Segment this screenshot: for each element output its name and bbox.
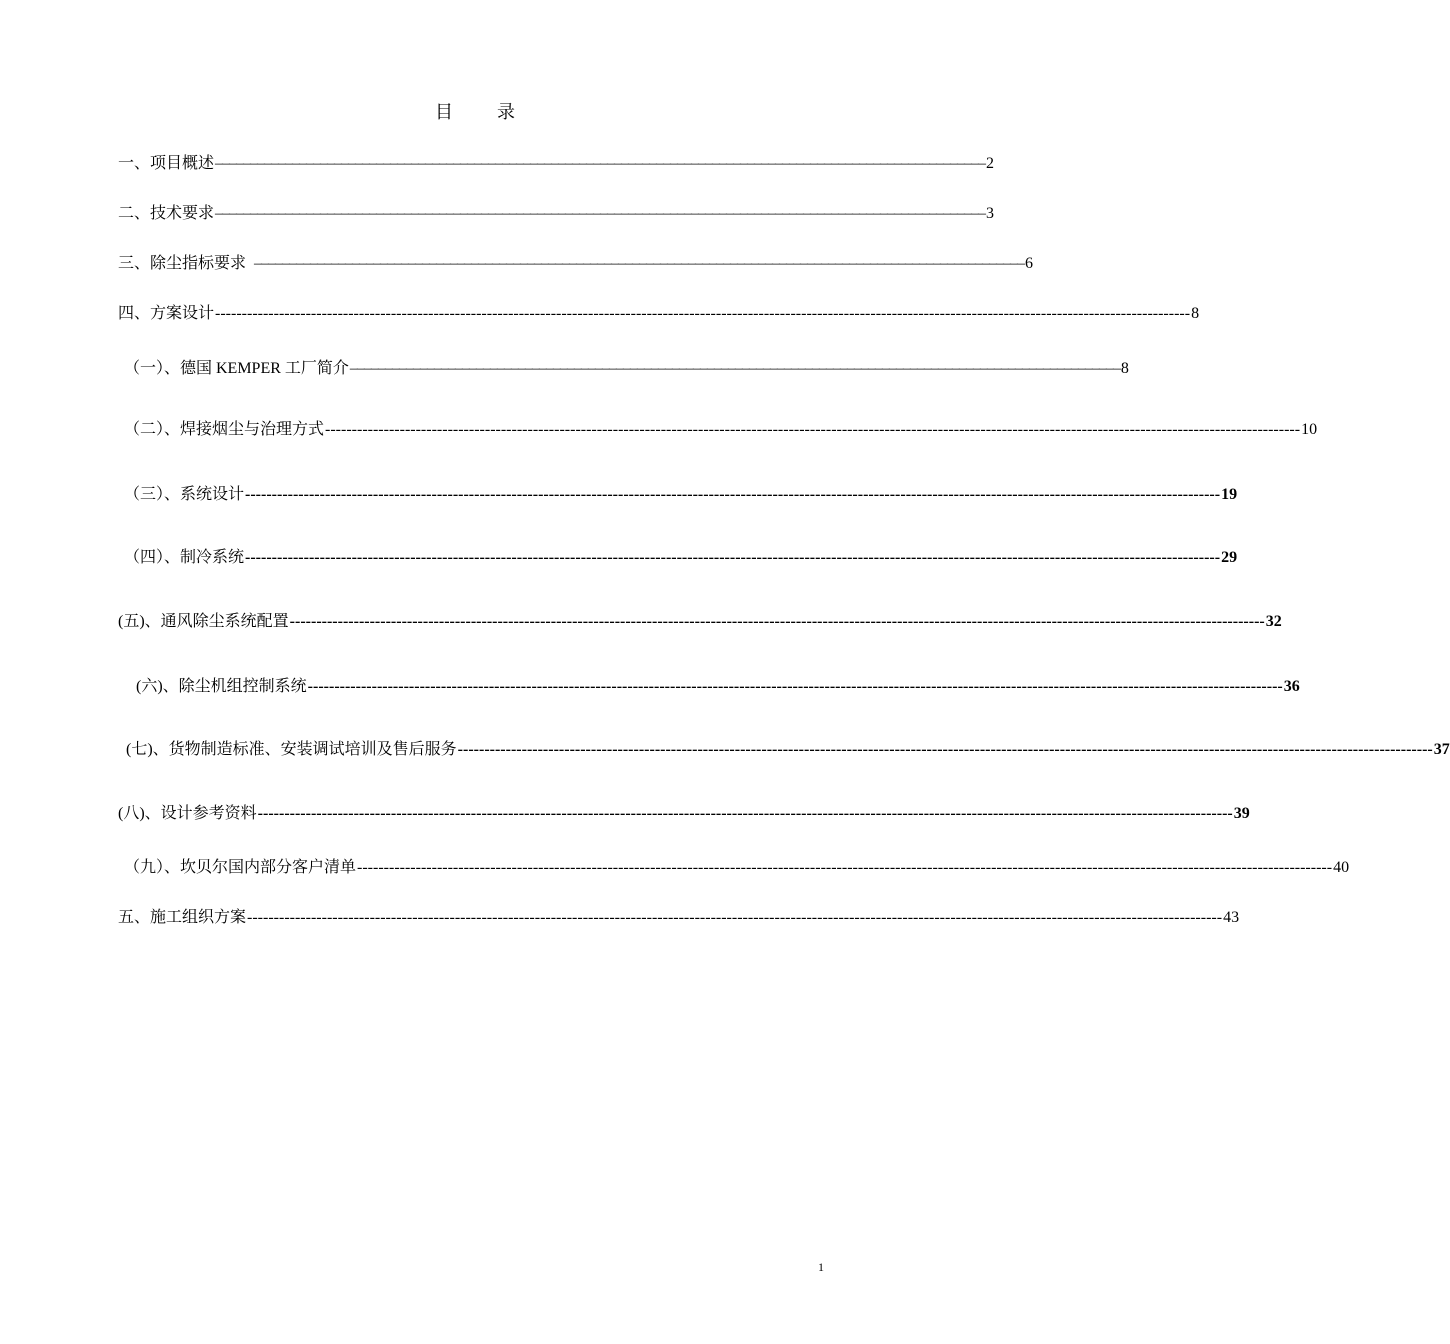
toc-page-number: 37	[1433, 741, 1450, 758]
toc-entry[interactable]	[124, 544, 1238, 566]
toc-leader: ---------------------------------------------------------------------------------------------------------------------------------------------------------------------------------------	[325, 421, 1301, 438]
toc-entry[interactable]	[118, 150, 995, 172]
toc-entry[interactable]	[126, 736, 1450, 758]
toc-page-number: 43	[1223, 909, 1240, 926]
toc-leader: ---------------------------------------------------------------------------------------------------------------------------------------------------------------------------------------	[307, 678, 1283, 695]
toc-leader: ––––––––––––––––––––––––––––––––––––––––––––––––––––––––––––––––––––––––––––––––––––––––––––––––––––––––––––––	[254, 255, 1025, 272]
page-number-footer: 1	[818, 1260, 824, 1274]
toc-page-number: 2	[986, 155, 995, 172]
toc-entry-label: (七)、货物制造标准、安装调试培训及售后服务	[126, 741, 457, 758]
toc-entry[interactable]	[118, 608, 1282, 630]
page-title-part-2: 录	[497, 102, 515, 122]
toc-entry[interactable]	[124, 416, 1318, 438]
toc-entry-label: 二、技术要求	[118, 205, 215, 222]
toc-entry-label: 三、除尘指标要求	[118, 255, 247, 272]
toc-page-number: 6	[1025, 255, 1034, 272]
toc-entry-label: （九）、坎贝尔国内部分客户清单	[124, 859, 357, 876]
toc-page-number: 40	[1333, 859, 1350, 876]
toc-entry-label: （一）、德国 KEMPER 工厂简介	[124, 360, 349, 377]
toc-page-number: 32	[1265, 613, 1282, 630]
toc-leader: ---------------------------------------------------------------------------------------------------------------------------------------------------------------------------------------	[357, 859, 1333, 876]
toc-entry[interactable]	[118, 800, 1250, 822]
toc-entry-label: (八)、设计参考资料	[118, 805, 257, 822]
toc-leader: ---------------------------------------------------------------------------------------------------------------------------------------------------------------------------------------	[257, 805, 1233, 822]
toc-leader: ---------------------------------------------------------------------------------------------------------------------------------------------------------------------------------------	[215, 305, 1191, 322]
toc-leader: ---------------------------------------------------------------------------------------------------------------------------------------------------------------------------------------	[245, 486, 1221, 503]
toc-entry-label: 五、施工组织方案	[118, 909, 247, 926]
toc-entry-label: （二）、焊接烟尘与治理方式	[124, 421, 325, 438]
toc-page-number: 36	[1283, 678, 1300, 695]
toc-page-number: 8	[1120, 360, 1129, 377]
toc-entry-label: (五)、通风除尘系统配置	[118, 613, 289, 630]
toc-entry[interactable]	[118, 200, 995, 222]
toc-leader: ––––––––––––––––––––––––––––––––––––––––––––––––––––––––––––––––––––––––––––––––––––––––––––––––––––––––––––––	[215, 205, 986, 222]
toc-entry[interactable]	[124, 481, 1238, 503]
toc-entry[interactable]	[136, 673, 1300, 695]
toc-page-number: 10	[1301, 421, 1318, 438]
toc-entry[interactable]	[124, 355, 1129, 377]
page-title-part-1: 目	[435, 102, 453, 122]
toc-leader: ––––––––––––––––––––––––––––––––––––––––––––––––––––––––––––––––––––––––––––––––––––––––––––––––––––––––––––––	[349, 360, 1120, 377]
toc-page-number: 8	[1191, 305, 1200, 322]
toc-page-number: 39	[1233, 805, 1250, 822]
toc-entry-label: （四）、制冷系统	[124, 549, 245, 566]
toc-page-number: 3	[986, 205, 995, 222]
toc-entry-label: (六)、除尘机组控制系统	[136, 678, 307, 695]
toc-leader: ---------------------------------------------------------------------------------------------------------------------------------------------------------------------------------------	[457, 741, 1433, 758]
toc-entry[interactable]	[118, 300, 1200, 322]
toc-page-number: 19	[1221, 486, 1238, 503]
toc-leader: ---------------------------------------------------------------------------------------------------------------------------------------------------------------------------------------	[289, 613, 1265, 630]
toc-page-number: 29	[1221, 549, 1238, 566]
toc-leader: ---------------------------------------------------------------------------------------------------------------------------------------------------------------------------------------	[247, 909, 1223, 926]
toc-entry-label: 一、项目概述	[118, 155, 215, 172]
toc-entry[interactable]	[118, 250, 1034, 272]
toc-entry-label: （三）、系统设计	[124, 486, 245, 503]
toc-entry[interactable]	[118, 904, 1240, 926]
toc-leader: ---------------------------------------------------------------------------------------------------------------------------------------------------------------------------------------	[245, 549, 1221, 566]
toc-entry[interactable]	[124, 854, 1350, 876]
toc-leader: ––––––––––––––––––––––––––––––––––––––––––––––––––––––––––––––––––––––––––––––––––––––––––––––––––––––––––––––	[215, 155, 986, 172]
toc-entry-label: 四、方案设计	[118, 305, 215, 322]
